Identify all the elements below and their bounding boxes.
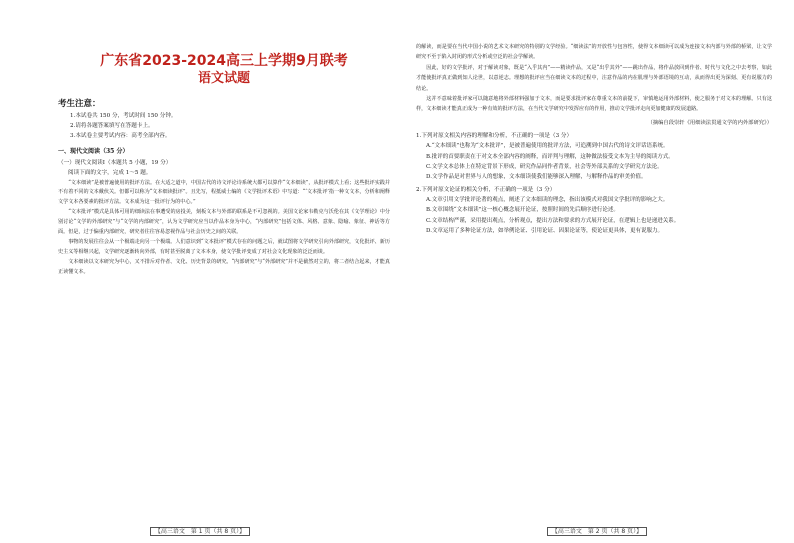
passage-paragraph: 事物的发展往往会从一个极端走向另一个极端。人们意识到“文本批评”模式存在的问题之后，就试图将文学研究引向外部研究，文化批评、新历史主义等相继兴起，文学研究逐渐转向外部，有时甚至脱离了文本本身，使文学批评变成了对社会文化现象的泛泛而谈。 — [58, 238, 390, 255]
exam-subtitle: 语文试题 — [197, 71, 250, 86]
question-option: A.文章引用文学批评论著的观点，阐述了文本细读的理念，指出该模式对我国文学批评的影响之大。 — [426, 197, 669, 204]
page-right — [400, 0, 794, 543]
question-option: B.批评的首要职责在于对文本全部内容的阐释，而评判与理解，这种做法接受文本为主导的阅读方式。 — [426, 153, 674, 160]
question-option: C.文章结构严谨，采用提出观点，分析观点，提出方法和要求的方式展开论证，在逻辑上也是递进关系。 — [426, 217, 680, 224]
instruction: 阅读下面的文字，完成 1～5 题。 — [68, 170, 152, 176]
notes-heading: 考生注意： — [58, 99, 101, 109]
question-option: C.文学文本总体上在特定背景下形成，研究作品同作者背景，社会等外部关系的文学研究方法论。 — [426, 163, 663, 170]
passage-paragraph: 这并不意味着批评家可以随意地将外部材料强加于文本，而是要求批评家在尊重文本的前提下，审慎地运用外部材料，使之服务于对文本的理解。只有这样，文本细读才能真正成为一种有效的批评方法，在当代文学研究中发挥应有的作用，推动文学批评走向更加健康的发展道路。 — [416, 96, 772, 113]
question-option: D.文章运用了多种论证方法，如举例论证、引用论证、因果论证等，使论证更具体，更有说服力。 — [426, 227, 663, 234]
note-item: 2.请将各题答案填写在答题卡上。 — [70, 123, 154, 129]
note-item: 1.本试卷共 150 分，考试时间 150 分钟。 — [70, 113, 177, 119]
question-stem: 1.下列对原文相关内容的理解和分析，不正确的一项是（3 分） — [416, 132, 573, 139]
question-option: B.文章围绕“文本细读”这一核心概念展开论证，按照时间的先后顺序进行论述。 — [426, 207, 619, 214]
note-item: 3.本试卷主要考试内容：高考全部内容。 — [70, 133, 171, 139]
section-heading: 一、现代文阅读（35 分） — [58, 148, 129, 155]
question-option: A.“文本细读”也称为“文本批评”，是被普遍使用的批评方法，可追溯到中国古代的诗文评话语系统。 — [426, 143, 669, 150]
section-sub: （一）现代文阅读Ⅰ（本题共 5 小题，19 分） — [58, 159, 172, 166]
passage-paragraph: 因此，好的文学批评，对于解读对象，既是“入乎其内”——精读作品，又是“出乎其外”——跳出作品，将作品放回到作者、时代与文化之中去考察，如此才能使批评真正做到知人论世，以意逆志。理想的批评应当在细读文本的过程中，注意作品的内在肌理与外部语境的互动，从而得出更为深刻、更有说服力的结论。 — [416, 64, 772, 92]
question-option: D.文学作品是对世界与人的想象，文本细读使我们能够深入理解，与解释作品的审美价值。 — [426, 174, 647, 181]
passage-paragraph: 的解读，而是要在当代中国小说的艺术文本研究的特别的文学经验。“细读法”的开放性与包容性，使得文本细读可以成为连接文本内部与外部的桥梁，让文学研究不至于陷入封闭的形式分析或空泛的社会学解读。 — [416, 44, 772, 61]
exam-title: 广东省2023-2024高三上学期9月联考 — [100, 53, 348, 69]
question-stem: 2.下列对原文论证的相关分析，不正确的一项是（3 分） — [416, 186, 556, 193]
passage-paragraph: “文本批评”模式是具体可用的细读法在事遭受的房投美，刻板文本与外部的联系是不可忽视的。美国文论家韦勒克与沃伦在其《文学理论》中分别讨论“文学的外部研究”与“文学的内部研究”，认为文学研究应当以作品本身为中心，“内部研究”包括文体、风格、意象、隐喻、象征、神话等方面。但是，过于偏重内部研究，研究者往往容易忽视作品与社会历史之间的关联。 — [58, 209, 390, 236]
page-footer: 【高三语文 第 1 页（共 8 页）】 — [0, 526, 400, 535]
passage-paragraph: 文本细读以文本研究为中心，又不排斥对作者、文化、历史背景的研究。“内部研究”与“外部研究”并不是截然对立的，将二者结合起来，才能真正读懂文本。 — [58, 258, 390, 275]
source-citation: （摘编自段崇轩《用细读法贯通文学的内外部研究》） — [647, 119, 772, 126]
page-footer: 【高三语文 第 2 页（共 8 页）】 — [400, 526, 794, 535]
passage-paragraph: “文本细读”是被普遍使用的批评方法。在大适之道中，中国古代的诗文评论诗系统大都可以算作“文本细读”，从批评模式上看；这些批评实践并不有着不同的文本戴伙关。但都可以称为“文本细读批评”。且先写，程抵威士编的《文学批评术语》中写道：“‘文本批评’指一种文文本，分析和阐释文学文本各要素的批评方法。文本成为这一批评行为的中心。” — [58, 179, 390, 206]
